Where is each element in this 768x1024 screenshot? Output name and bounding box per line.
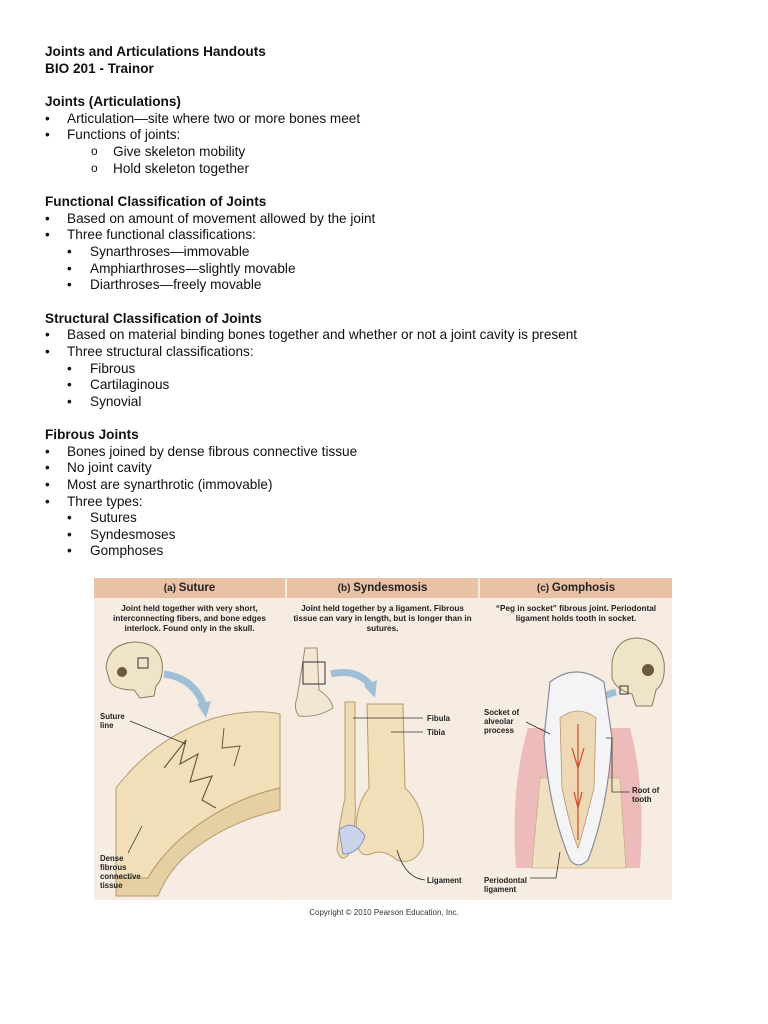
list-item: o Hold skeleton together (45, 161, 735, 178)
socket-label: Socket of alveolar process (484, 708, 520, 735)
course-title: BIO 201 - Trainor (45, 60, 154, 76)
list-item: o Give skeleton mobility (45, 144, 735, 161)
list-item: • Most are synarthrotic (immovable) (45, 477, 735, 494)
list-item: • Three structural classifications: (45, 344, 735, 361)
list-item: • Bones joined by dense fibrous connective tissue (45, 444, 735, 461)
copyright-notice: Copyright © 2010 Pearson Education, Inc. (309, 908, 459, 917)
list-item: • Cartilaginous (45, 377, 735, 394)
suture-illustration (94, 578, 285, 900)
panel-letter: (b) (337, 583, 351, 594)
list-item: • Based on amount of movement allowed by the joint (45, 211, 735, 228)
fibrous-joints-figure (94, 578, 672, 900)
list-item: • Articulation—site where two or more bones meet (45, 111, 735, 128)
panel-letter: (c) (536, 583, 550, 594)
syndesmosis-description: Joint held together by a ligament. Fibrous tissue can vary in length, but is longer than in sutures. (293, 604, 472, 633)
section-heading-fibrous: Fibrous Joints (45, 427, 139, 443)
root-label: Root of tooth (632, 786, 660, 804)
tibia-label: Tibia (427, 728, 446, 737)
list-item: • Synovial (45, 394, 735, 411)
gomphosis-panel (480, 578, 672, 900)
section-heading-joints: Joints (Articulations) (45, 94, 181, 110)
list-item: • Diarthroses—freely movable (45, 277, 735, 294)
fibula-label: Fibula (427, 714, 450, 723)
dense-tissue-label: Dense fibrous connective tissue (100, 854, 141, 890)
panel-title: Suture (178, 582, 216, 594)
list-item: • Amphiarthroses—slightly movable (45, 261, 735, 278)
panel-title: Syndesmosis (353, 582, 428, 594)
joints-list (45, 111, 735, 177)
list-item: • Three functional classifications: (45, 227, 735, 244)
list-item: • Fibrous (45, 361, 735, 378)
ligament-label: Ligament (427, 876, 462, 885)
list-item: • Three types: (45, 494, 735, 511)
suture-panel (94, 578, 285, 900)
suture-line-label: Suture line (100, 712, 125, 730)
list-item: • Functions of joints: (45, 127, 735, 144)
panel-letter: (a) (163, 583, 177, 594)
syndesmosis-panel (287, 578, 478, 900)
structural-list (45, 327, 735, 410)
gomphosis-description: “Peg in socket” fibrous joint. Periodontal ligament holds tooth in socket. (495, 604, 657, 623)
list-item: • No joint cavity (45, 460, 735, 477)
section-heading-structural: Structural Classification of Joints (45, 310, 262, 326)
section-heading-functional: Functional Classification of Joints (45, 194, 267, 210)
list-item: • Sutures (45, 510, 735, 527)
fibrous-list (45, 444, 735, 560)
gomphosis-illustration (480, 578, 672, 900)
document-title: Joints and Articulations Handouts (45, 44, 266, 59)
periodontal-label: Periodontal ligament (484, 876, 527, 894)
list-item: • Synarthroses—immovable (45, 244, 735, 261)
document-body (45, 44, 735, 560)
functional-list (45, 211, 735, 294)
suture-description: Joint held together with very short, interconnecting fibers, and bone edges interlock. Found only in the skull. (113, 604, 266, 633)
list-item: • Gomphoses (45, 543, 735, 560)
list-item: • Based on material binding bones together and whether or not a joint cavity is present (45, 327, 735, 344)
syndesmosis-illustration (287, 578, 478, 900)
list-item: • Syndesmoses (45, 527, 735, 544)
panel-title: Gomphosis (551, 582, 616, 594)
